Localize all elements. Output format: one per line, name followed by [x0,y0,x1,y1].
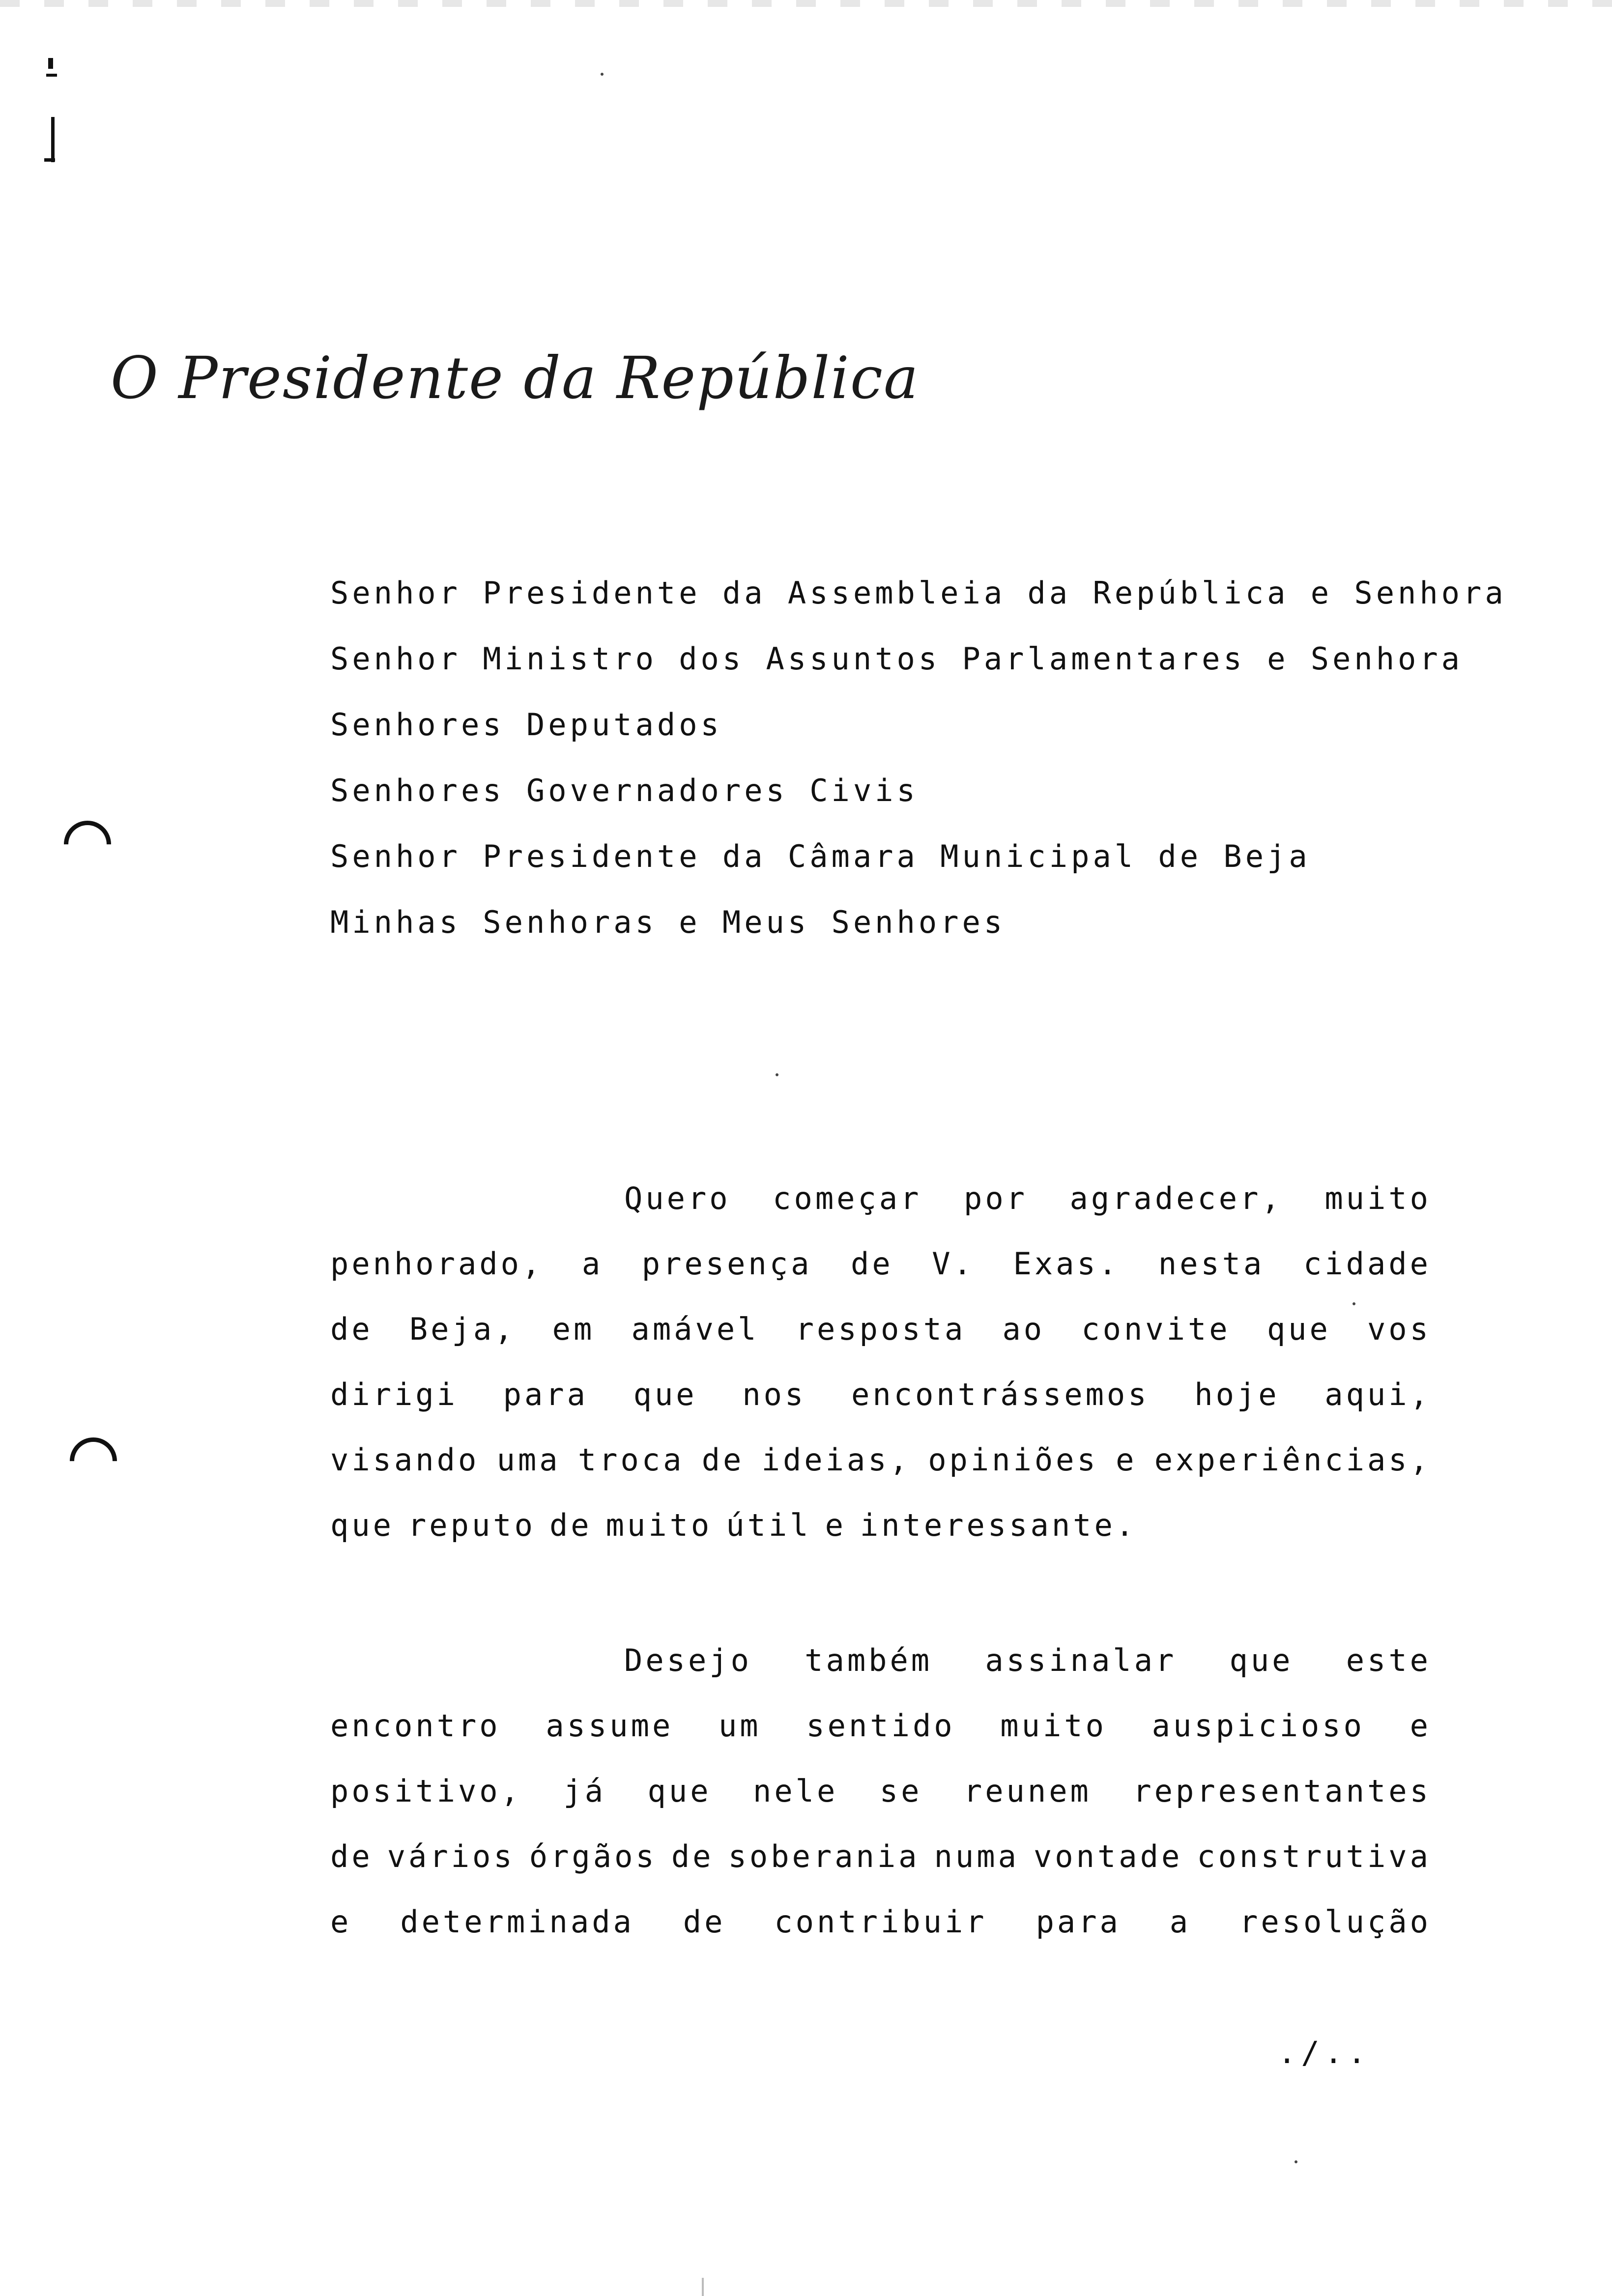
word: ao [1002,1311,1045,1347]
paragraph-line [330,1889,1431,1954]
word: muito [1000,1708,1107,1744]
margin-mark [44,158,55,162]
word: Desejo [624,1642,752,1678]
word: contribuir [774,1904,987,1940]
salutation-line: Senhor Ministro dos Assuntos Parlamentares e Senhora [330,641,1464,677]
paragraph-line [330,1758,1431,1824]
word: que [1267,1311,1331,1347]
word: por [964,1180,1028,1216]
word: para [503,1377,588,1412]
hole-punch-mark [54,811,121,878]
salutation-line: Senhores Deputados [330,707,722,743]
word: nesta [1158,1246,1265,1282]
word: assinalar [985,1642,1177,1678]
salutation-line: Minhas Senhoras e Meus Senhores [330,904,1006,940]
word: em [552,1311,595,1347]
word: auspicioso [1151,1708,1365,1744]
paragraph-line [330,1824,1431,1889]
word: resolução [1239,1904,1431,1940]
paragraph-line [330,1693,1431,1758]
salutation-line: Senhores Governadores Civis [330,773,919,808]
word: visando [330,1442,480,1478]
word: um [718,1708,761,1744]
word: e [1410,1708,1431,1744]
word: encontro [330,1708,501,1744]
word: que [1229,1642,1294,1678]
scan-speck [601,73,604,76]
word: de [701,1442,745,1478]
word: Exas. [1013,1246,1120,1282]
word: soberania [728,1838,920,1874]
word: assume [546,1708,674,1744]
word: determinada [400,1904,634,1940]
word: representantes [1133,1773,1431,1809]
word: Beja, [409,1311,516,1347]
paragraph-line [330,1628,1431,1693]
word: que [633,1377,697,1412]
paragraph-line [330,1427,1431,1492]
word: este [1346,1642,1431,1678]
word: vontade [1033,1838,1183,1874]
word: opiniões [928,1442,1098,1478]
salutation-line: Senhor Presidente da Câmara Municipal de Beja [330,838,1311,874]
margin-mark [48,58,53,69]
word: se [879,1773,922,1809]
scan-speck [1295,2160,1297,2163]
word: encontrássemos [851,1377,1150,1412]
word: a [1169,1904,1191,1940]
word: de [671,1838,714,1874]
word: nele [753,1773,838,1809]
word: muito [605,1507,713,1543]
paragraph-line [330,1296,1431,1362]
margin-mark [51,117,55,162]
word: de [549,1507,592,1543]
word: convite [1081,1311,1231,1347]
word: muito [1324,1180,1431,1216]
word: uma [496,1442,561,1478]
word: começar [773,1180,922,1216]
word: hoje [1194,1377,1280,1412]
salutation-line: Senhor Presidente da Assembleia da República e Senhora [330,575,1507,611]
word: que [647,1773,712,1809]
word: agradecer, [1069,1180,1283,1216]
word: troca [577,1442,685,1478]
word: de [330,1311,373,1347]
paragraph-line [330,1492,1431,1558]
paragraph [330,1628,1431,1954]
word: penhorado, [330,1246,544,1282]
word: numa [934,1838,1019,1874]
word: de [851,1246,893,1282]
salutation-list [330,560,1507,955]
margin-mark [46,74,57,77]
word: interessante. [860,1507,1137,1543]
word: para [1036,1904,1121,1940]
word: V. [932,1246,975,1282]
paragraph [330,1166,1431,1558]
word: já [563,1773,606,1809]
word: construtiva [1197,1838,1431,1874]
word: ideias, [761,1442,911,1478]
word: resposta [795,1311,966,1347]
scan-speck [776,1073,778,1076]
word: a [581,1246,604,1282]
word: amável [631,1311,759,1347]
paragraph-line [330,1231,1431,1296]
word: reputo [407,1507,536,1543]
bottom-mark [702,2278,704,2296]
word: e [1116,1442,1137,1478]
word: de [330,1838,373,1874]
word: vos [1367,1311,1431,1347]
paragraph-line [330,1362,1431,1427]
word: útil [726,1507,811,1543]
word: também [805,1642,933,1678]
word: cidade [1303,1246,1431,1282]
word: presença [641,1246,812,1282]
hole-punch-mark [60,1428,127,1494]
word: órgãos [529,1838,657,1874]
scan-top-edge [0,0,1612,7]
word: que [330,1507,394,1543]
continuation-mark: ./.. [1278,2035,1371,2070]
word: dirigi [330,1377,458,1412]
paragraph-line [330,1166,1431,1231]
word: reunem [963,1773,1092,1809]
word: vários [387,1838,515,1874]
word: aqui, [1324,1377,1431,1412]
word: Quero [624,1180,731,1216]
word: experiências, [1154,1442,1431,1478]
word: nos [742,1377,806,1412]
word: e [825,1507,846,1543]
letterhead: O Presidente da República [111,344,920,412]
word: e [330,1904,352,1940]
word: positivo, [330,1773,522,1809]
word: de [683,1904,726,1940]
word: sentido [806,1708,955,1744]
